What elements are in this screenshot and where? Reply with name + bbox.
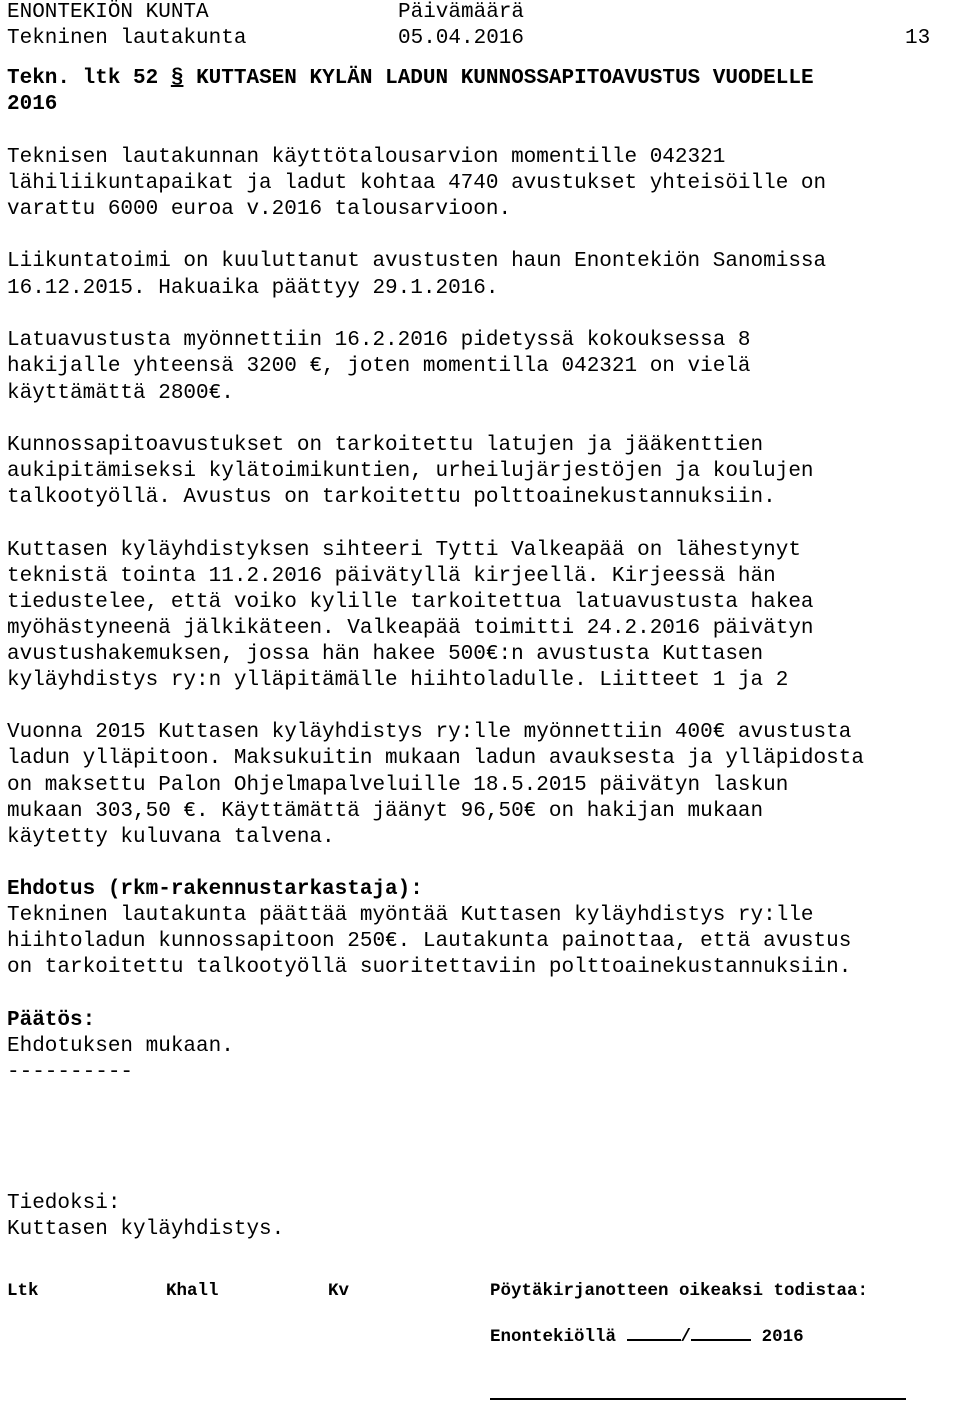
paragraph-line: teknistä tointa 11.2.2016 päivätyllä kirjeellä. Kirjeessä hän	[7, 565, 776, 588]
paragraph-line: Kuttasen kyläyhdistyksen sihteeri Tytti Valkeapää on lähestynyt	[7, 539, 801, 562]
footer-kv: Kv	[328, 1281, 350, 1301]
section-title-number: Tekn. ltk 52	[7, 67, 159, 90]
proposal-line: on tarkoitettu talkootyöllä suoritettaviin polttoainekustannuksiin.	[7, 956, 852, 979]
paragraph-line: käytetty kuluvana talvena.	[7, 826, 335, 849]
paragraph-line: on maksettu Palon Ohjelmapalveluille 18.5.2015 päivätyn laskun	[7, 774, 789, 797]
footer-khall: Khall	[166, 1281, 219, 1301]
paragraph-line: 16.12.2015. Hakuaika päättyy 29.1.2016.	[7, 277, 499, 300]
paragraph-line: Vuonna 2015 Kuttasen kyläyhdistys ry:lle myönnettiin 400€ avustusta	[7, 721, 852, 744]
notice-heading: Tiedoksi:	[7, 1192, 121, 1215]
meeting-date: 05.04.2016	[398, 27, 525, 50]
paragraph-line: tiedustelee, että voiko kylille tarkoitettua latuavustusta hakea	[7, 591, 814, 614]
paragraph-line: hakijalle yhteensä 3200 €, joten momentilla 042321 on vielä	[7, 355, 751, 378]
committee-name: Tekninen lautakunta	[7, 27, 247, 50]
paragraph-line: talkootyöllä. Avustus on tarkoitettu polttoainekustannuksiin.	[7, 486, 776, 509]
paragraph-line: varattu 6000 euroa v.2016 talousarvioon.	[7, 198, 512, 221]
paragraph-line: lähiliikuntapaikat ja ladut kohtaa 4740 avustukset yhteisöille on	[7, 172, 827, 195]
page-number: 13	[905, 27, 931, 50]
paragraph-line: Kunnossapitoavustukset on tarkoitettu latujen ja jääkenttien	[7, 434, 764, 457]
paragraph-line: käyttämättä 2800€.	[7, 382, 234, 405]
paragraph-line: Liikuntatoimi on kuuluttanut avustusten haun Enontekiön Sanomissa	[7, 250, 827, 273]
paragraph-line: mukaan 303,50 €. Käyttämättä jäänyt 96,50€ on hakijan mukaan	[7, 800, 764, 823]
place-name: Enontekiöllä	[490, 1327, 617, 1347]
year: 2016	[761, 1327, 804, 1347]
date-label: Päivämäärä	[398, 1, 525, 24]
proposal-heading: Ehdotus (rkm-rakennustarkastaja):	[7, 878, 423, 901]
paragraph-line: myöhästyneenä jälkikäteen. Valkeapää toimitti 24.2.2016 päivätyn	[7, 617, 814, 640]
decision-text: Ehdotuksen mukaan.	[7, 1035, 234, 1058]
decision-heading: Päätös:	[7, 1009, 96, 1032]
footer-ltk: Ltk	[7, 1281, 39, 1301]
proposal-line: hiihtoladun kunnossapitoon 250€. Lautakunta painottaa, että avustus	[7, 930, 852, 953]
decision-separator: ----------	[7, 1061, 134, 1084]
month-blank	[691, 1321, 751, 1341]
notice-text: Kuttasen kyläyhdistys.	[7, 1218, 285, 1241]
paragraph-line: kyläyhdistys ry:n ylläpitämälle hiihtoladulle. Liitteet 1 ja 2	[7, 669, 789, 692]
paragraph-line: Latuavustusta myönnettiin 16.2.2016 pidetyssä kokouksessa 8	[7, 329, 751, 352]
paragraph-line: aukipitämiseksi kylätoimikuntien, urheilujärjestöjen ja koulujen	[7, 460, 814, 483]
section-title-text: KUTTASEN KYLÄN LADUN KUNNOSSAPITOAVUSTUS VUODELLE	[196, 67, 814, 90]
section-title-line2: 2016	[7, 93, 58, 116]
signature-place-date	[490, 1321, 804, 1350]
paragraph-line: ladun ylläpitoon. Maksukuitin mukaan ladun avauksesta ja ylläpidosta	[7, 747, 864, 770]
date-slash: /	[680, 1327, 692, 1347]
paragraph-line: Teknisen lautakunnan käyttötalousarvion momentille 042321	[7, 146, 726, 169]
section-title	[7, 66, 814, 92]
certify-label: Pöytäkirjanotteen oikeaksi todistaa:	[490, 1281, 869, 1301]
signature-line	[490, 1398, 906, 1400]
municipality-name: ENONTEKIÖN KUNTA	[7, 1, 209, 24]
section-symbol: §	[170, 67, 184, 90]
paragraph-line: avustushakemuksen, jossa hän hakee 500€:n avustusta Kuttasen	[7, 643, 764, 666]
day-blank	[627, 1321, 681, 1341]
proposal-line: Tekninen lautakunta päättää myöntää Kuttasen kyläyhdistys ry:lle	[7, 904, 814, 927]
